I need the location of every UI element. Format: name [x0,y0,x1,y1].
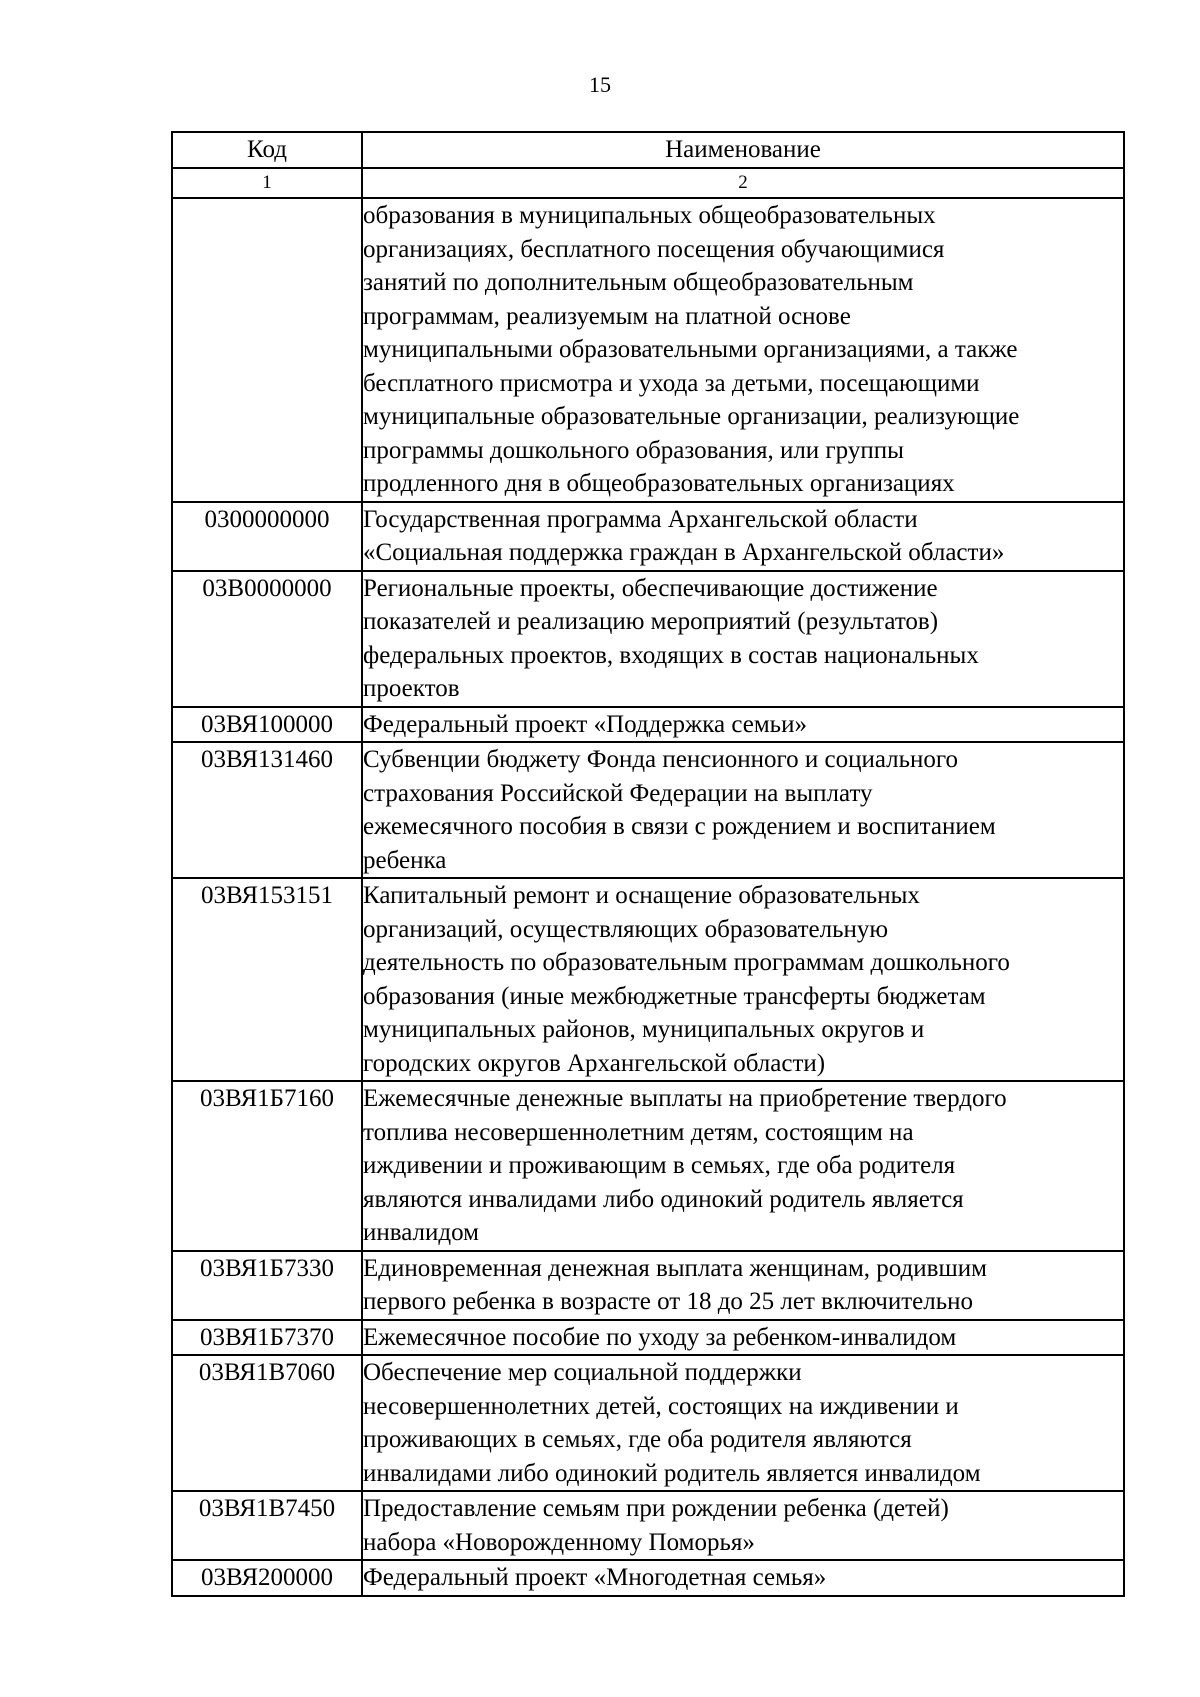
cell-name-line: Субвенции бюджету Фонда пенсионного и социального [363,746,959,773]
cell-name-line: Федеральный проект «Многодетная семья» [363,1564,827,1591]
cell-code: 03ВЯ131460 [172,742,362,878]
cell-code: 03ВЯ1В7060 [172,1355,362,1491]
cell-code: 03ВЯ153151 [172,878,362,1081]
cell-name-line: программам, реализуемым на платной основе [363,302,851,330]
cell-name-line: продленного дня в общеобразовательных организациях [363,470,955,497]
cell-name-line: муниципальными образовательными организациями, а также [363,336,1018,363]
table-header-row [172,132,1124,168]
cell-name-line: образования (иные межбюджетные трансферты бюджетам [363,982,986,1010]
table-row [172,878,1124,1081]
cell-name-line: организациях, бесплатного посещения обучающимися [363,235,945,263]
column-number-name: 2 [362,168,1124,198]
cell-name-line: набора «Новорожденному Поморья» [363,1528,755,1556]
cell-name-line: иждивении и проживающим в семьях, где оба родителя [363,1152,956,1179]
cell-name [362,502,1124,571]
cell-name-line: Капитальный ремонт и оснащение образовательных [363,882,920,909]
budget-classification-table [171,131,1125,1597]
cell-name [362,878,1124,1081]
table-row [172,1251,1124,1320]
cell-code: 03ВЯ200000 [172,1560,362,1596]
table-row [172,1355,1124,1491]
cell-name-line: Федеральный проект «Поддержка семьи» [363,710,807,738]
header-code: Код [172,132,362,168]
cell-name-line: несовершеннолетних детей, состоящих на иждивении и [363,1392,959,1420]
cell-name-line: топлива несовершеннолетним детям, состоящим на [363,1118,914,1146]
cell-name [362,1251,1124,1320]
cell-name-line: проектов [363,675,460,702]
table-row [172,707,1124,743]
cell-name-line: страхования Российской Федерации на выплату [363,779,873,807]
cell-name [362,198,1124,502]
table-row [172,502,1124,571]
cell-name [362,707,1124,743]
table-row [172,1081,1124,1251]
cell-name-line: Региональные проекты, обеспечивающие достижение [363,574,938,602]
cell-code: 03ВЯ1В7450 [172,1491,362,1560]
table-row [172,198,1124,502]
cell-name-line: первого ребенка в возрасте от 18 до 25 лет включительно [363,1288,974,1315]
header-name: Наименование [362,132,1124,168]
cell-name-line: ребенка [363,846,447,874]
cell-name-line: деятельность по образовательным программам дошкольного [363,949,1010,976]
cell-name [362,571,1124,707]
cell-code: 03ВЯ1Б7160 [172,1081,362,1251]
cell-name-line: инвалидом [363,1219,479,1246]
column-number-code: 1 [172,168,362,198]
cell-code: 03ВЯ1Б7370 [172,1320,362,1356]
cell-name [362,1081,1124,1251]
cell-name-line: «Социальная поддержка граждан в Архангельской области» [363,539,1005,566]
cell-name-line: бесплатного присмотра и ухода за детьми, посещающими [363,369,980,397]
cell-name [362,1355,1124,1491]
cell-name-line: показателей и реализацию мероприятий (результатов) [363,608,939,635]
cell-name [362,1560,1124,1596]
cell-code: 03ВЯ100000 [172,707,362,743]
cell-name-line: Обеспечение мер социальной поддержки [363,1359,802,1386]
cell-name-line: ежемесячного пособия в связи с рождением и воспитанием [363,813,996,840]
page-number: 15 [589,72,611,97]
cell-name-line: Предоставление семьям при рождении ребенка (детей) [363,1495,949,1522]
cell-name-line: образования в муниципальных общеобразовательных [363,202,936,229]
cell-name [362,1491,1124,1560]
table-row [172,1560,1124,1596]
table-row [172,571,1124,707]
cell-name-line: проживающих в семьях, где оба родителя являются [363,1426,912,1453]
cell-name-line: занятий по дополнительным общеобразовательным [363,269,914,296]
cell-name-line: инвалидами либо одинокий родитель является инвалидом [363,1459,981,1487]
cell-name-line: Ежемесячные денежные выплаты на приобретение твердого [363,1085,1007,1112]
column-number-row [172,168,1124,198]
cell-code: 03ВЯ1Б7330 [172,1251,362,1320]
table-row [172,742,1124,878]
table-row [172,1491,1124,1560]
cell-name-line: Государственная программа Архангельской области [363,505,918,533]
cell-name-line: муниципальных районов, муниципальных округов и [363,1016,925,1043]
cell-name-line: организаций, осуществляющих образовательную [363,915,889,943]
cell-name-line: федеральных проектов, входящих в состав национальных [363,641,979,669]
cell-name [362,742,1124,878]
table-body [172,198,1124,1596]
cell-name-line: Ежемесячное пособие по уходу за ребенком-инвалидом [363,1323,957,1351]
cell-code: 03В0000000 [172,571,362,707]
table-row [172,1320,1124,1356]
cell-code [172,198,362,502]
cell-name-line: программы дошкольного образования, или группы [363,436,904,464]
cell-name-line: городских округов Архангельской области) [363,1049,826,1077]
cell-name-line: муниципальные образовательные организации, реализующие [363,403,1020,430]
cell-name [362,1320,1124,1356]
cell-name-line: Единовременная денежная выплата женщинам, родившим [363,1254,987,1282]
cell-code: 0300000000 [172,502,362,571]
cell-name-line: являются инвалидами либо одинокий родитель является [363,1185,964,1213]
